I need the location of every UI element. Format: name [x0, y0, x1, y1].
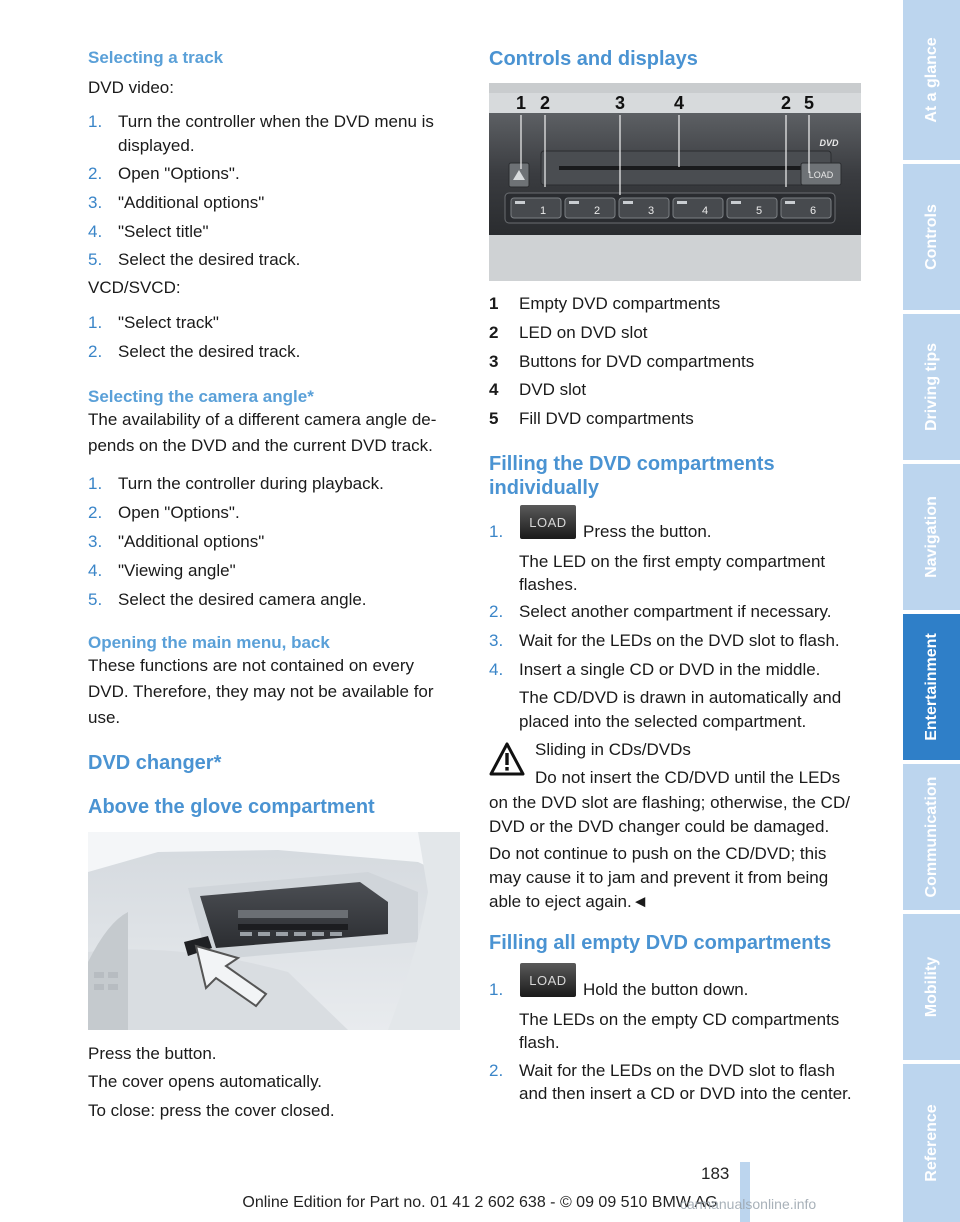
tab-mobility[interactable] [903, 914, 960, 1060]
figure-load-label: LOAD [808, 170, 834, 180]
camera-heading: Selecting the camera angle* [88, 387, 314, 406]
step-number: 1. [88, 313, 103, 332]
step-text: "Select track" [118, 313, 219, 332]
footer-text: Online Edition for Part no. 01 41 2 602 638 - © 09 09 510 BMW AG [242, 1194, 718, 1211]
step-number: 4. [88, 222, 103, 241]
dvd-changer-figure [489, 83, 861, 281]
warning-line-2: on the DVD slot are flashing; otherwise, the CD/ [489, 793, 850, 812]
callout-number: 4 [673, 93, 685, 113]
track-heading: Selecting a track [88, 48, 224, 67]
step-text: flash. [519, 1033, 560, 1052]
legend-number: 4 [489, 380, 499, 399]
warning-title: Sliding in CDs/DVDs [535, 740, 691, 759]
legend-number: 1 [489, 294, 499, 313]
slot-led [623, 201, 633, 204]
tab-label: Driving tips [922, 342, 940, 432]
tab-communication[interactable] [903, 764, 960, 910]
step-text: "Select title" [118, 222, 209, 241]
press-line-2: The cover opens automatically. [88, 1072, 323, 1091]
callout-number: 2 [780, 93, 792, 113]
slot-button-label: 6 [809, 205, 817, 217]
step-text: displayed. [118, 136, 195, 155]
step-text: Select the desired camera angle. [118, 590, 367, 609]
step-text: Select the desired track. [118, 342, 301, 361]
step-number: 3. [489, 631, 504, 650]
step-text: The LED on the first empty compartment [519, 552, 826, 571]
legend-number: 2 [489, 323, 499, 342]
tab-controls[interactable] [903, 164, 960, 310]
load-button-icon: LOAD [520, 963, 576, 997]
tab-driving-tips[interactable] [903, 314, 960, 460]
step-number: 4. [88, 561, 103, 580]
vcd-label: VCD/SVCD: [88, 278, 181, 297]
step-number: 5. [88, 590, 103, 609]
warning-extra-2: may cause it to jam and prevent it from being [489, 868, 829, 887]
step-number: 2. [88, 342, 103, 361]
step-text: Select the desired track. [118, 250, 301, 269]
step-number: 2. [88, 503, 103, 522]
menu-text-2: DVD. Therefore, they may not be available for [88, 682, 434, 701]
fill-individual-heading-2: individually [489, 477, 600, 499]
step-text: Wait for the LEDs on the DVD slot to flash. [519, 631, 840, 650]
glove-compartment-photo [88, 832, 460, 1030]
glove-heading: Above the glove compartment [88, 796, 375, 818]
warning-icon [489, 742, 525, 776]
tab-label: Navigation [922, 496, 940, 578]
step-text: Insert a single CD or DVD in the middle. [519, 660, 821, 679]
tab-label: Controls [922, 204, 940, 270]
menu-text-1: These functions are not contained on every [88, 656, 415, 675]
legend-number: 3 [489, 352, 499, 371]
step-text: Hold the button down. [583, 980, 749, 999]
slot-button-label: 1 [539, 205, 547, 217]
camera-intro-1: The availability of a different camera angle de- [88, 410, 437, 429]
callout-number: 2 [539, 93, 551, 113]
legend-text: Fill DVD compartments [519, 409, 694, 428]
step-number: 1. [489, 522, 504, 541]
figure-legend [489, 294, 863, 434]
callout-number: 5 [803, 93, 815, 113]
warning-extra-1: Do not continue to push on the CD/DVD; this [489, 844, 827, 863]
callout-number: 1 [515, 93, 527, 113]
slot-led [515, 201, 525, 204]
slot-button-label: 4 [701, 205, 709, 217]
camera-steps [88, 470, 462, 610]
dvd-video-label: DVD video: [88, 78, 174, 97]
warning-extra-3: able to eject again.◄ [489, 892, 649, 911]
step-text: Turn the controller during playback. [118, 474, 384, 493]
tab-label: Reference [922, 1104, 940, 1182]
fill-all-heading: Filling all empty DVD compartments [489, 932, 832, 954]
step-text: The CD/DVD is drawn in automatically and [519, 688, 842, 707]
step-number: 3. [88, 532, 103, 551]
press-line-1: Press the button. [88, 1044, 217, 1063]
step-text: "Additional options" [118, 193, 265, 212]
slot-button-label: 2 [593, 205, 601, 217]
page-number: 183 [701, 1164, 730, 1183]
step-text: flashes. [519, 575, 578, 594]
fill-individual-steps [489, 518, 863, 733]
slot-led [785, 201, 795, 204]
tab-at-a-glance[interactable] [903, 0, 960, 160]
step-number: 2. [489, 602, 504, 621]
legend-text: Empty DVD compartments [519, 294, 721, 313]
step-text: "Viewing angle" [118, 561, 236, 580]
callout-number: 3 [614, 93, 626, 113]
warning-line-1: Do not insert the CD/DVD until the LEDs [535, 768, 841, 787]
legend-number: 5 [489, 409, 499, 428]
step-number: 1. [489, 980, 504, 999]
warning-line-3: DVD or the DVD changer could be damaged. [489, 817, 830, 836]
tab-label: Mobility [922, 956, 940, 1018]
step-number: 1. [88, 112, 103, 131]
dvd-logo: DVD [819, 138, 839, 148]
tab-label: Communication [922, 776, 940, 898]
slot-button-label: 3 [647, 205, 655, 217]
menu-text-3: use. [88, 708, 121, 727]
step-text: The LEDs on the empty CD compartments [519, 1010, 840, 1029]
step-number: 2. [489, 1061, 504, 1080]
legend-text: Buttons for DVD compartments [519, 352, 755, 371]
step-number: 5. [88, 250, 103, 269]
step-text: placed into the selected compartment. [519, 712, 807, 731]
step-number: 1. [88, 474, 103, 493]
tab-label: At a glance [922, 37, 940, 123]
watermark: carmanualsonline.info [680, 1196, 817, 1212]
slot-button-label: 5 [755, 205, 763, 217]
slot-led [731, 201, 741, 204]
step-text: Press the button. [583, 522, 712, 541]
tab-label: Entertainment [922, 633, 940, 741]
tab-entertainment[interactable] [903, 614, 960, 760]
vcd-steps [88, 309, 462, 369]
press-line-3: To close: press the cover closed. [88, 1101, 335, 1120]
legend-text: LED on DVD slot [519, 323, 648, 342]
step-text: and then insert a CD or DVD into the center. [519, 1084, 852, 1103]
dvd-video-steps [88, 108, 462, 269]
slot-led [569, 201, 579, 204]
load-button-icon: LOAD [520, 505, 576, 539]
controls-heading: Controls and displays [489, 48, 698, 70]
changer-heading: DVD changer* [88, 752, 222, 774]
step-number: 3. [88, 193, 103, 212]
step-text: "Additional options" [118, 532, 265, 551]
fill-individual-heading-1: Filling the DVD compartments [489, 453, 775, 475]
camera-intro-2: pends on the DVD and the current DVD track. [88, 436, 433, 455]
step-text: Open "Options". [118, 503, 240, 522]
step-number: 2. [88, 164, 103, 183]
step-number: 4. [489, 660, 504, 679]
tab-navigation[interactable] [903, 464, 960, 610]
page-number-bar [740, 1162, 750, 1222]
legend-text: DVD slot [519, 380, 587, 399]
step-text: Turn the controller when the DVD menu is [118, 112, 434, 131]
menu-heading: Opening the main menu, back [88, 633, 330, 652]
step-text: Select another compartment if necessary. [519, 602, 832, 621]
step-text: Open "Options". [118, 164, 240, 183]
slot-led [677, 201, 687, 204]
step-text: Wait for the LEDs on the DVD slot to flash [519, 1061, 835, 1080]
